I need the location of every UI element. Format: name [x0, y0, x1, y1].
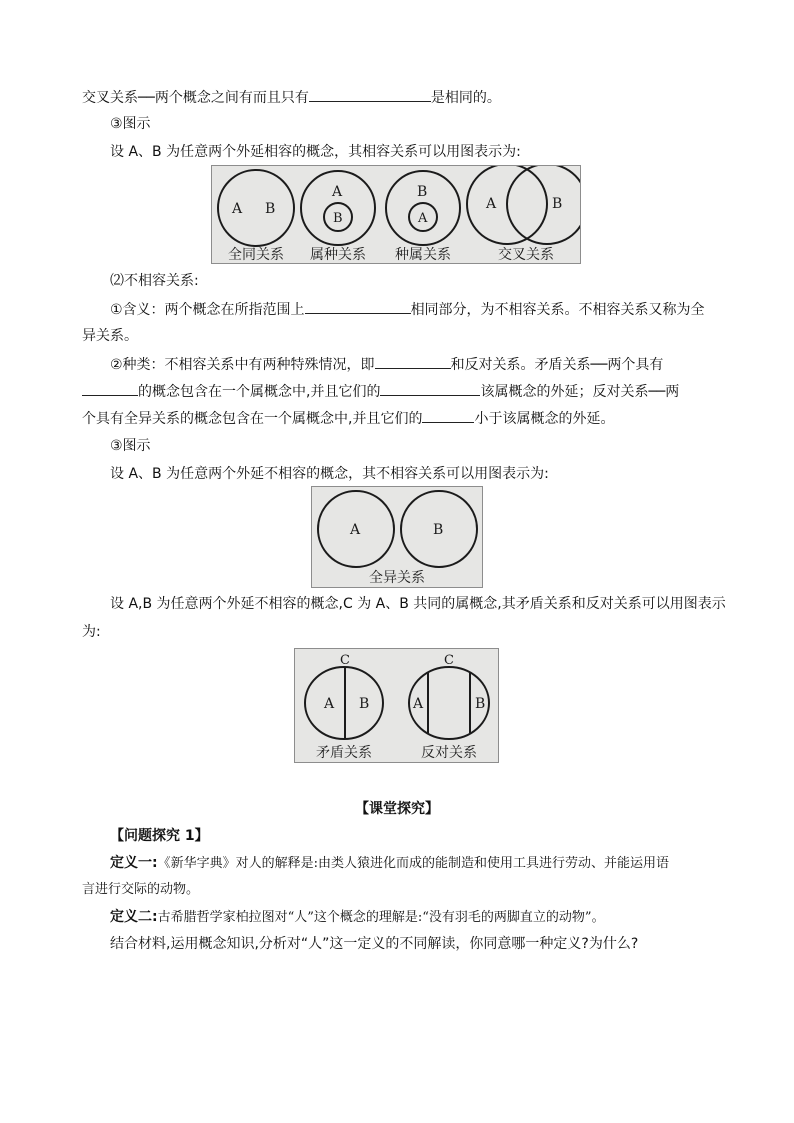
question-prompt: 结合材料,运用概念知识,分析对“人”这一定义的不同解读，你同意哪一种定义?为什么?: [110, 936, 639, 952]
panel2-label-a: A: [332, 184, 343, 200]
panel4-label-a: A: [486, 196, 497, 212]
caption-intersection: 交叉关系: [498, 247, 554, 263]
incompatible-title: ⑵不相容关系:: [110, 273, 199, 289]
panel3-label-b: B: [417, 184, 428, 200]
caption-species-genus: 种属关系: [395, 247, 451, 263]
incompatible-types-line1: ②种类：不相容关系中有两种特殊情况，即 和反对关系。矛盾关系──两个具有: [110, 354, 663, 375]
caption-contrary: 反对关系: [421, 745, 477, 761]
question-title: 【问题探究 1】: [110, 828, 209, 844]
panel2-outer-circle: [301, 171, 375, 245]
panel1-label-b: B: [265, 201, 276, 217]
caption-disjoint: 全异关系: [369, 570, 425, 586]
caption-identity: 全同关系: [228, 247, 284, 263]
panel3-outer-circle: [386, 171, 460, 245]
panel1-circle: [218, 170, 294, 246]
incompatible-meaning: ①含义：两个概念在所指范围上 相同部分，为不相容关系。不相容关系又称为全: [110, 299, 705, 320]
panel2-label-b: B: [333, 211, 343, 226]
fill-blank[interactable]: [82, 381, 138, 396]
panel3-label-a: A: [418, 211, 428, 226]
disjoint-label-b: B: [433, 522, 444, 538]
incompatible-types-line3: 个具有全异关系的概念包含在一个属概念中,并且它们的 小于该属概念的外延。: [82, 408, 614, 429]
caption-genus-species: 属种关系: [310, 247, 366, 263]
section-title: 【课堂探究】: [355, 801, 439, 817]
compatible-relations-figure: [211, 165, 581, 264]
figure-heading: ③图示: [110, 116, 151, 132]
incompatible-types-line2: 的概念包含在一个属概念中,并且它们的 该属概念的外延；反对关系──两: [82, 381, 679, 402]
fill-blank[interactable]: [380, 381, 480, 396]
contradiction-label-a: A: [324, 696, 335, 712]
definition-one: 定义一:《新华字典》对人的解释是:由类人猿进化而成的能制造和使用工具进行劳动、并能运用语: [110, 855, 669, 871]
figure-heading: ③图示: [110, 438, 151, 454]
disjoint-relation-figure: [311, 486, 483, 588]
contrary-label-a: A: [413, 696, 424, 712]
fill-blank[interactable]: [309, 87, 431, 102]
contradiction-label-c: C: [340, 653, 350, 668]
incompatible-meaning-cont: 异关系。: [82, 328, 138, 344]
compatible-intro: 设 A、B 为任意两个外延相容的概念，其相容关系可以用图表示为:: [110, 144, 521, 160]
incompatible-intro: 设 A、B 为任意两个外延不相容的概念，其不相容关系可以用图表示为:: [110, 466, 549, 482]
panel1-label-a: A: [232, 201, 243, 217]
definition-two: 定义二:古希腊哲学家柏拉图对“人”这个概念的理解是:“没有羽毛的两脚直立的动物”。: [110, 909, 605, 925]
fill-blank[interactable]: [305, 299, 411, 314]
caption-contradiction: 矛盾关系: [316, 745, 372, 761]
intersect-definition: 交叉关系──两个概念之间有而且只有 是相同的。: [82, 87, 501, 108]
definition-one-cont: 言进行交际的动物。: [82, 882, 200, 897]
contrary-label-b: B: [475, 696, 486, 712]
contradiction-contrary-figure: [294, 648, 499, 763]
contradiction-intro-cont: 为:: [82, 624, 101, 640]
disjoint-label-a: A: [350, 522, 361, 538]
contradiction-label-b: B: [359, 696, 370, 712]
fill-blank[interactable]: [375, 354, 451, 369]
panel4-label-b: B: [552, 196, 563, 212]
contrary-label-c: C: [444, 653, 454, 668]
panel4-right-circle: [507, 166, 580, 244]
fill-blank[interactable]: [422, 408, 474, 423]
contradiction-intro: 设 A,B 为任意两个外延不相容的概念,C 为 A、B 共同的属概念,其矛盾关系和反对关系可以用图表示: [110, 596, 726, 612]
